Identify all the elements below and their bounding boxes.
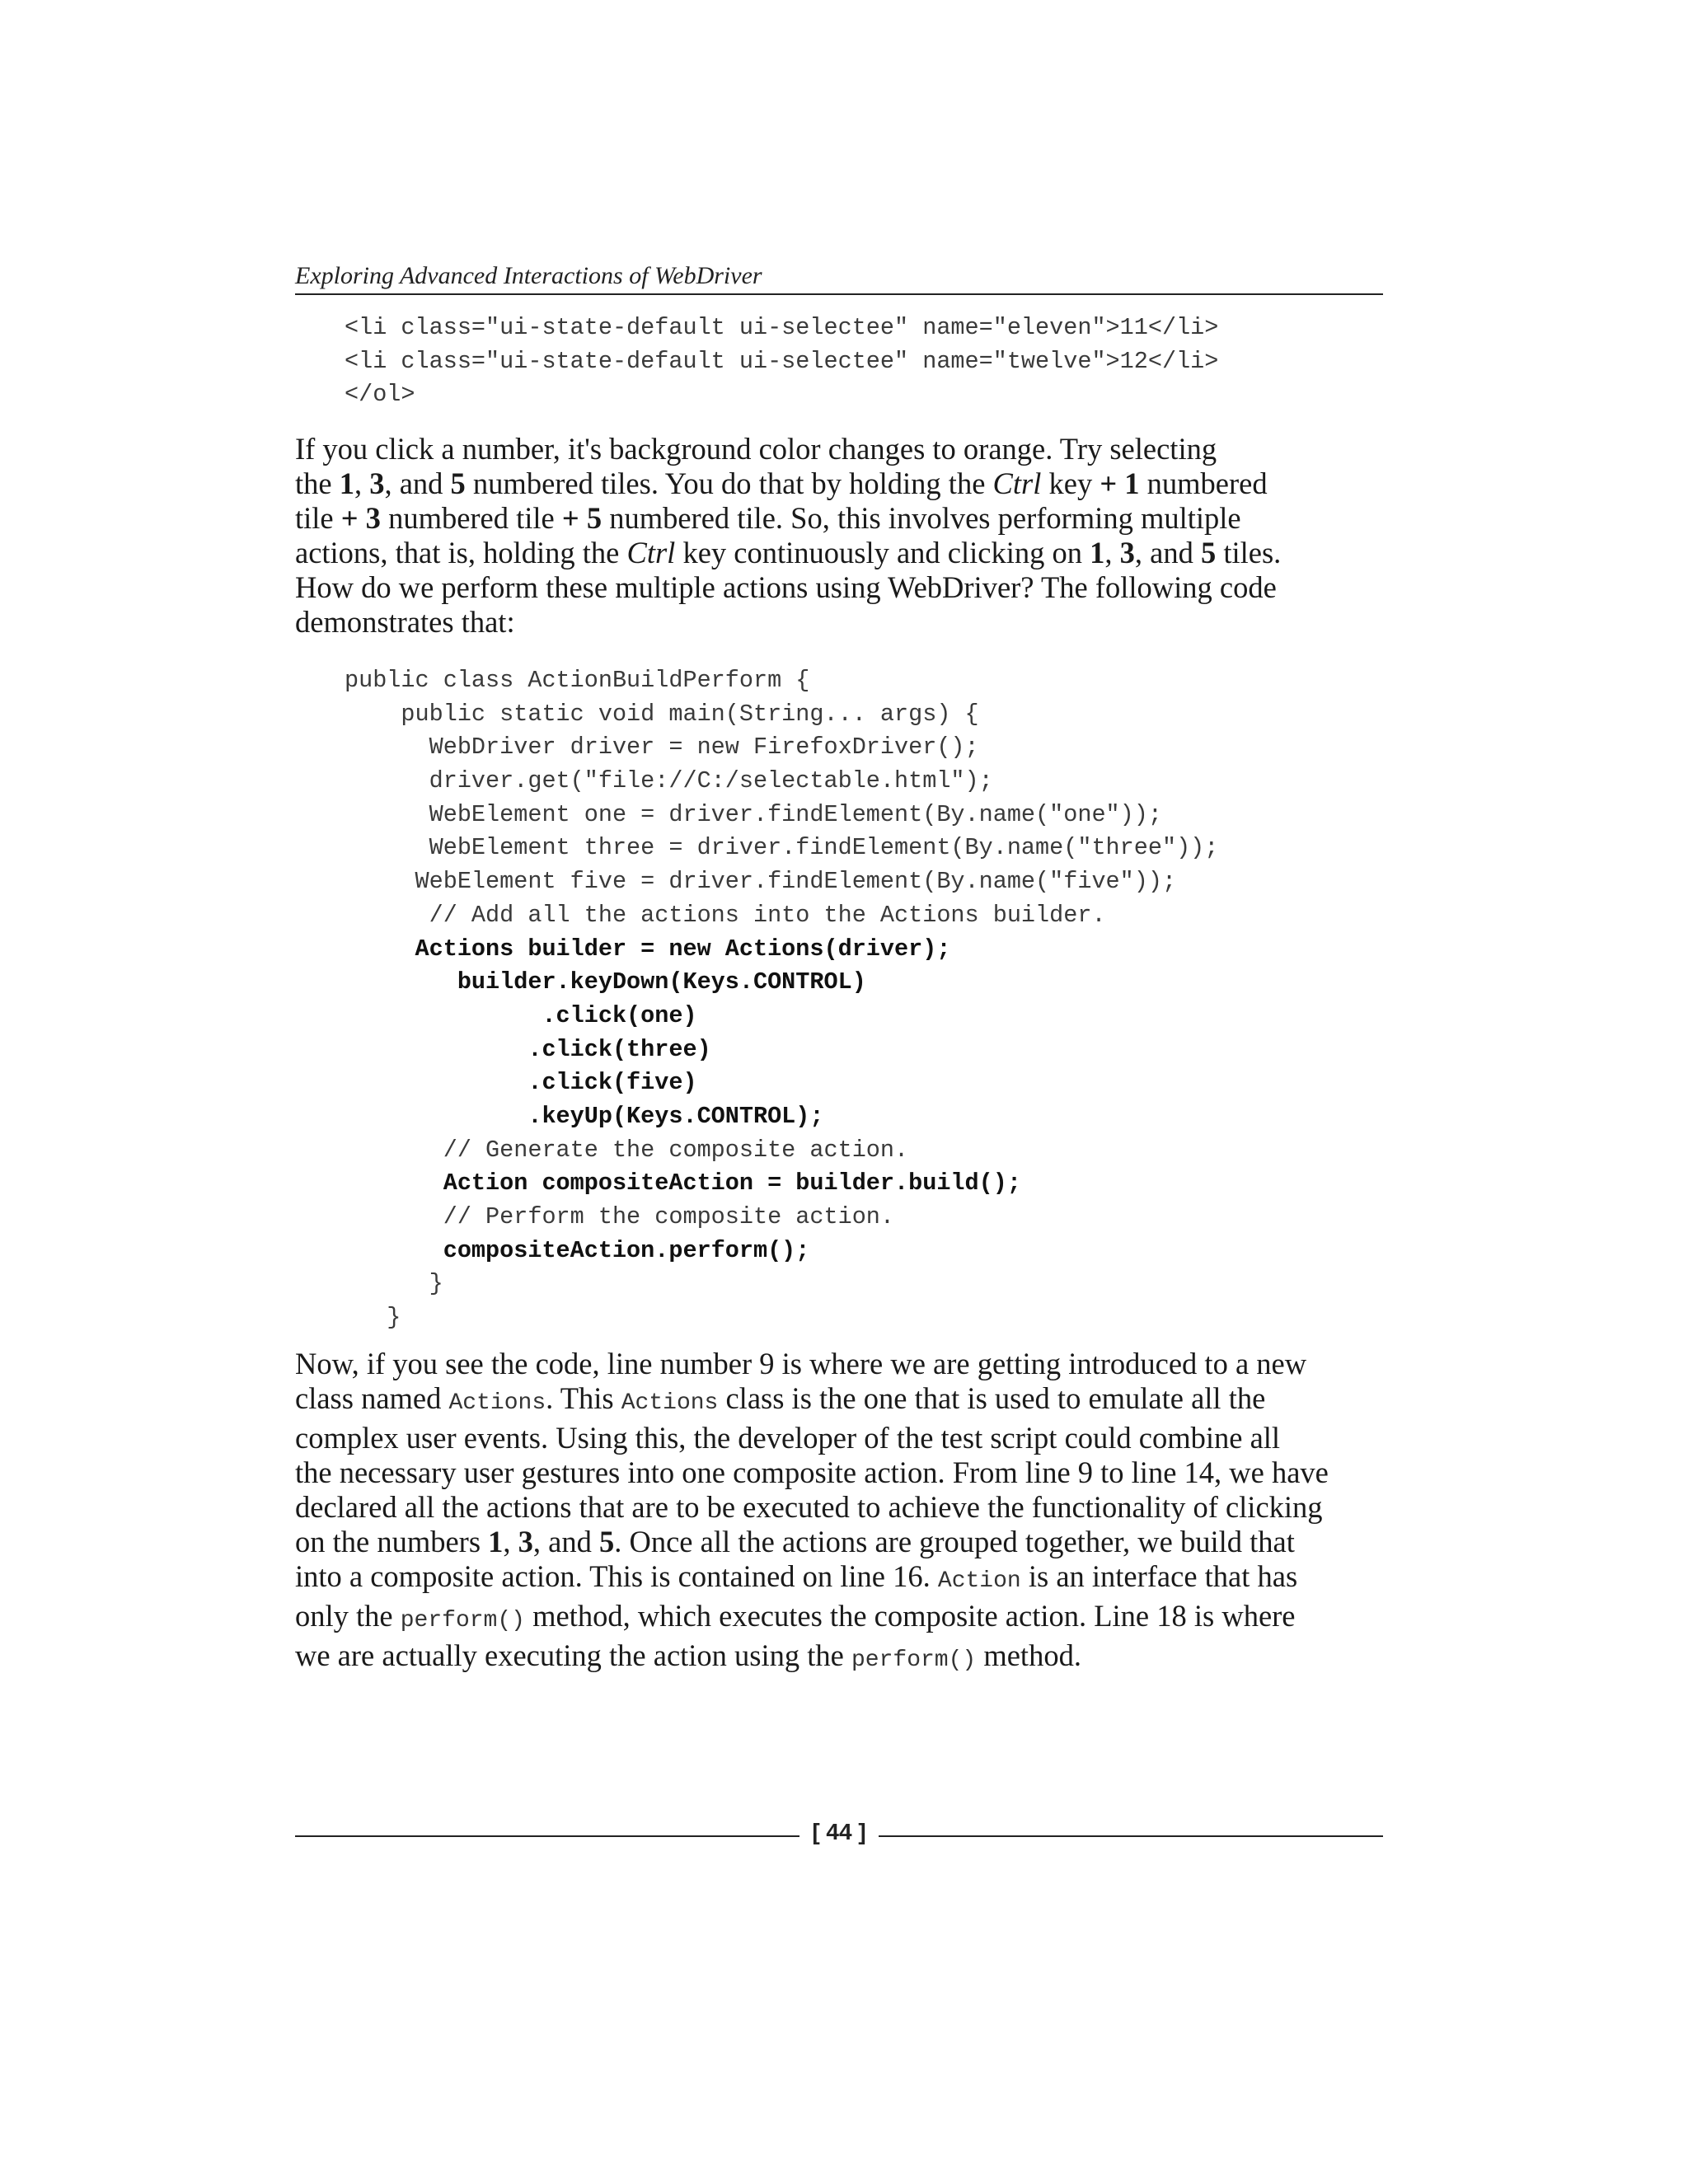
page-footer	[295, 1817, 1383, 1854]
code-block-html	[345, 312, 1218, 412]
paragraph-line: the 1, 3, and 5 numbered tiles. You do that by holding the Ctrl key + 1 numbered	[295, 466, 1268, 500]
code-line: }	[345, 1270, 443, 1298]
footer-rule-right	[879, 1835, 1383, 1837]
paragraph-intro	[295, 432, 1391, 640]
paragraph-line: demonstrates that:	[295, 605, 515, 639]
code-line: public class ActionBuildPerform {	[345, 667, 810, 694]
code-line-highlighted: .keyUp(Keys.CONTROL);	[345, 1102, 824, 1130]
code-block-java	[345, 664, 1218, 1335]
footer-rule-left	[295, 1835, 799, 1837]
code-line-highlighted: .click(three)	[345, 1035, 711, 1063]
code-line: <li class="ui-state-default ui-selectee" name="twelve">12</li>	[345, 347, 1219, 375]
code-line-highlighted: Action compositeAction = builder.build();	[345, 1169, 1021, 1197]
code-line-highlighted: builder.keyDown(Keys.CONTROL)	[345, 968, 866, 996]
paragraph-line: we are actually executing the action using the perform() method.	[295, 1638, 1081, 1673]
paragraph-line: Now, if you see the code, line number 9 is where we are getting introduced to a new	[295, 1347, 1307, 1380]
paragraph-explanation	[295, 1347, 1391, 1678]
code-line: WebElement five = driver.findElement(By.name("five"));	[345, 868, 1177, 896]
paragraph-line: only the perform() method, which executes the composite action. Line 18 is where	[295, 1599, 1296, 1633]
paragraph-line: tile + 3 numbered tile + 5 numbered tile. So, this involves performing multiple	[295, 501, 1241, 535]
code-line: // Generate the composite action.	[345, 1136, 909, 1164]
code-line-highlighted: .click(five)	[345, 1069, 697, 1097]
code-line-highlighted: .click(one)	[345, 1001, 697, 1029]
code-line-highlighted: Actions builder = new Actions(driver);	[345, 935, 951, 963]
code-line: WebElement three = driver.findElement(By.name("three"));	[345, 834, 1219, 862]
paragraph-line: If you click a number, it's background color changes to orange. Try selecting	[295, 432, 1217, 466]
code-line: public static void main(String... args) {	[345, 700, 979, 728]
paragraph-line: declared all the actions that are to be executed to achieve the functionality of clicking	[295, 1490, 1323, 1524]
code-line: </ol>	[345, 381, 415, 409]
code-line: WebDriver driver = new FirefoxDriver();	[345, 733, 979, 762]
paragraph-line: into a composite action. This is contained on line 16. Action is an interface that has	[295, 1559, 1298, 1594]
running-header-title: Exploring Advanced Interactions of WebDriver	[295, 262, 762, 289]
paragraph-line: on the numbers 1, 3, and 5. Once all the actions are grouped together, we build that	[295, 1525, 1295, 1558]
paragraph-line: actions, that is, holding the Ctrl key continuously and clicking on 1, 3, and 5 tiles.	[295, 536, 1282, 569]
page-number: [ 44 ]	[812, 1819, 866, 1844]
paragraph-line: the necessary user gestures into one composite action. From line 9 to line 14, we have	[295, 1455, 1329, 1489]
code-line: // Perform the composite action.	[345, 1203, 895, 1230]
paragraph-line: class named Actions. This Actions class is the one that is used to emulate all the	[295, 1381, 1266, 1416]
code-line: <li class="ui-state-default ui-selectee" name="eleven">11</li>	[345, 314, 1219, 341]
code-line: driver.get("file://C:/selectable.html");	[345, 767, 993, 795]
code-line-highlighted: compositeAction.perform();	[345, 1236, 810, 1264]
code-line: WebElement one = driver.findElement(By.name("one"));	[345, 800, 1162, 828]
paragraph-line: How do we perform these multiple actions using WebDriver? The following code	[295, 570, 1277, 604]
paragraph-line: complex user events. Using this, the developer of the test script could combine all	[295, 1421, 1281, 1455]
code-line: }	[345, 1304, 401, 1332]
running-header	[295, 260, 1383, 295]
code-line: // Add all the actions into the Actions builder.	[345, 901, 1106, 929]
